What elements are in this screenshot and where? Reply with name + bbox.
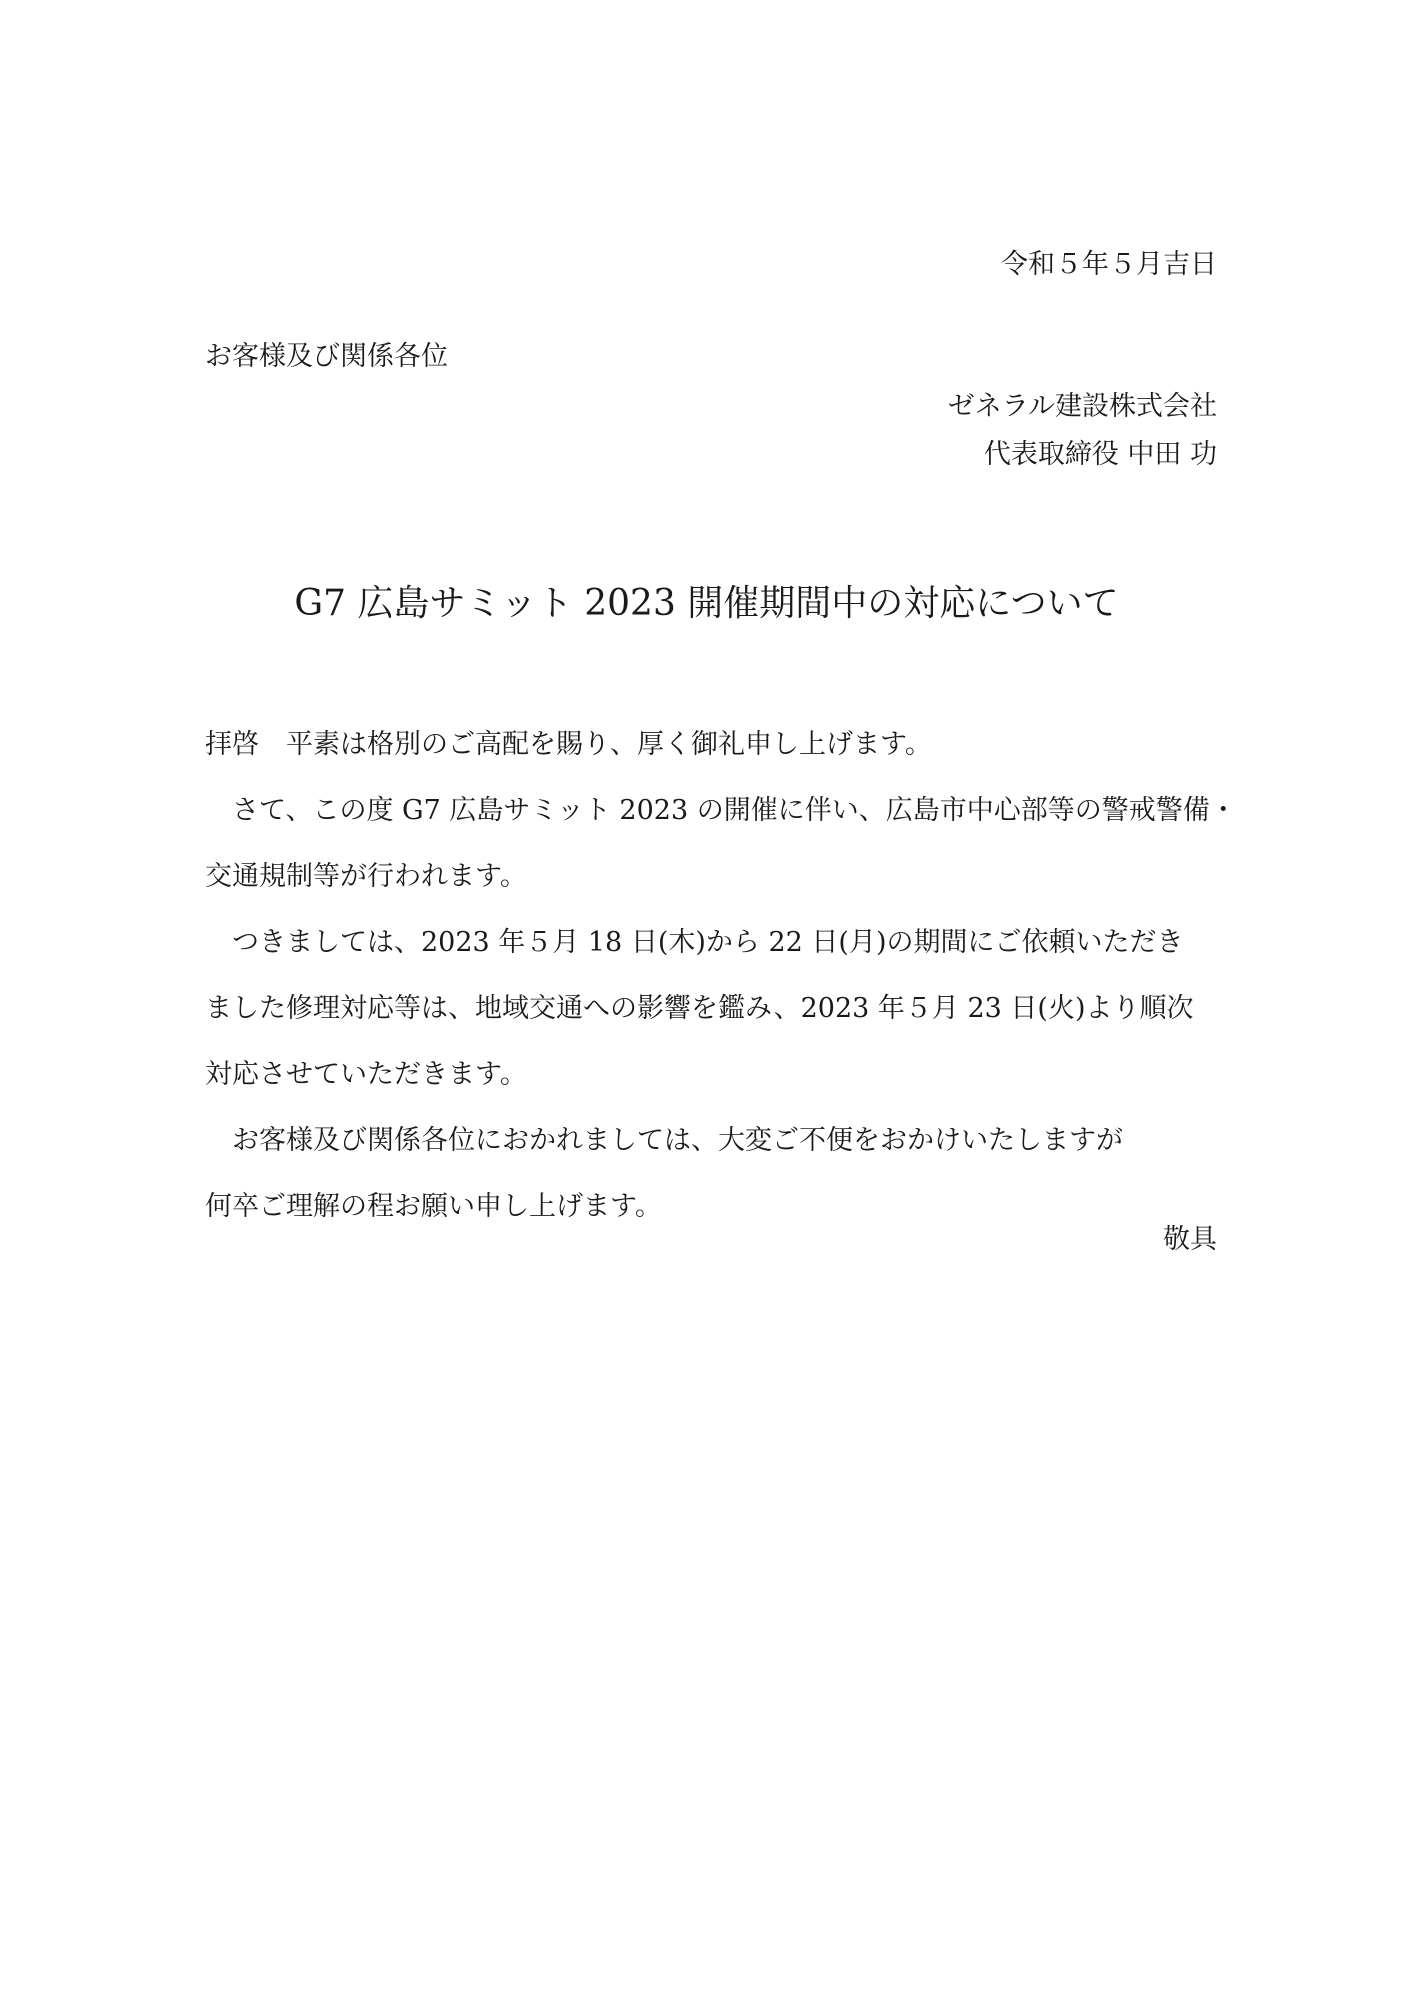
body-line: つきましては、2023 年５月 18 日(木)から 22 日(月)の期間にご依頼いただき [205,927,1184,958]
representative-name: 代表取締役 中田 功 [983,439,1217,470]
company-name: ゼネラル建設株式会社 [947,391,1217,422]
body-line: 対応させていただきます。 [205,1059,527,1090]
body-line: ました修理対応等は、地域交通への影響を鑑み、2023 年５月 23 日(火)より順次 [205,993,1194,1024]
letter-date: 令和５年５月吉日 [1001,249,1217,280]
body-line: さて、この度 G7 広島サミット 2023 の開催に伴い、広島市中心部等の警戒警備・ [205,795,1237,826]
body-line: 拝啓 平素は格別のご高配を賜り、厚く御礼申し上げます。 [205,729,932,760]
body-line: 交通規制等が行われます。 [205,861,527,892]
letter-title: G7 広島サミット 2023 開催期間中の対応について [294,583,1119,624]
recipient-line: お客様及び関係各位 [205,341,448,372]
body-line: お客様及び関係各位におかれましては、大変ご不便をおかけいたしますが [205,1125,1123,1156]
body-line: 何卒ご理解の程お願い申し上げます。 [205,1191,662,1222]
closing-keigu: 敬具 [1163,1224,1217,1255]
